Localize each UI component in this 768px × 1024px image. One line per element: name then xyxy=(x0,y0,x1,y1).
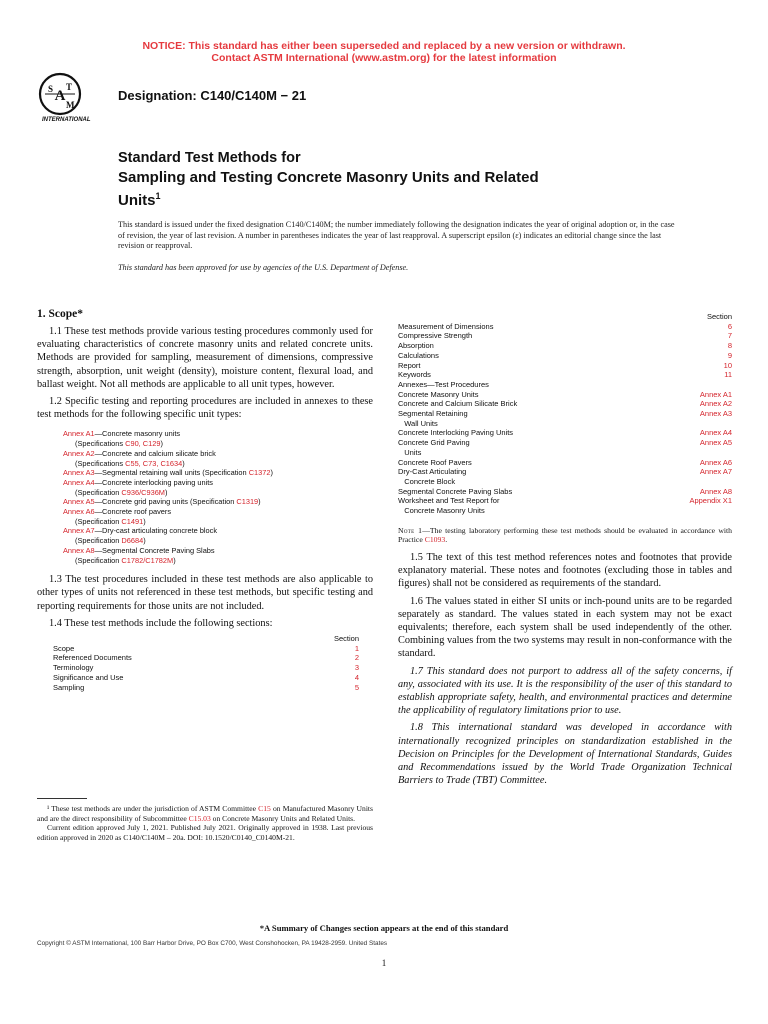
toc-row xyxy=(53,653,359,663)
toc-row xyxy=(398,341,732,351)
logo-text: INTERNATIONAL xyxy=(42,117,91,123)
toc-link[interactable]: Annex A2 xyxy=(699,399,732,409)
list-item xyxy=(63,468,373,478)
toc-link[interactable]: 5 xyxy=(354,682,359,692)
toc-row xyxy=(398,448,732,458)
annex-spec-end: ) xyxy=(164,487,168,497)
title-line-2: Sampling and Testing Concrete Masonry Units and Related xyxy=(118,169,539,186)
annex-link[interactable]: Annex A1 xyxy=(63,429,95,439)
para-1-5: 1.5 The text of this test method references notes and footnotes that provide explanatory material. These notes and footnotes (excluding those in tables and figures) shall not be considered as requirements of the standard. xyxy=(398,551,732,590)
annex-spec-end: ) xyxy=(160,439,163,449)
toc-link[interactable]: 6 xyxy=(727,321,732,331)
annex-text: —Concrete roof pavers xyxy=(94,507,172,517)
toc-row xyxy=(398,477,732,487)
para-1-6: 1.6 The values stated in either SI units or inch-pound units are to be regarded separately as standard. The values stated in each system may not be exact equivalents; therefore, each system shall be used independently of the other. Combining values from the two systems may result in non-conformance with the standard. xyxy=(398,595,732,660)
annex-spec-end: ) xyxy=(258,497,261,507)
toc-row xyxy=(398,361,732,371)
toc-label: Compressive Strength xyxy=(398,331,473,341)
annex-spec: (Specification xyxy=(75,536,122,546)
annex-link[interactable]: Annex A7 xyxy=(63,526,95,536)
toc-link[interactable]: 4 xyxy=(354,672,359,682)
note-1 xyxy=(398,526,732,545)
annex-spec: (Specification xyxy=(75,487,122,497)
toc-link[interactable]: 3 xyxy=(354,663,359,673)
annex-text: —Dry-cast articulating concrete block xyxy=(94,526,218,536)
toc-label: Dry-Cast Articulating xyxy=(398,467,467,477)
spec-link[interactable]: C55, C73, C1634 xyxy=(125,458,183,468)
dod-statement: This standard has been approved for use by agencies of the U.S. Department of Defense. xyxy=(118,263,409,272)
toc-header xyxy=(53,634,359,644)
toc-link[interactable]: Annex A7 xyxy=(699,467,732,477)
toc-row xyxy=(398,351,732,361)
toc-row xyxy=(398,419,732,429)
toc-link[interactable]: 11 xyxy=(724,370,732,380)
spec-link[interactable]: D6684 xyxy=(121,536,144,546)
toc-label: Segmental Concrete Paving Slabs xyxy=(398,486,513,496)
toc-left xyxy=(37,634,373,692)
toc-link[interactable]: Annex A4 xyxy=(699,428,732,438)
annex-link[interactable]: Annex A6 xyxy=(63,507,95,517)
list-item xyxy=(63,439,373,449)
toc-row xyxy=(53,683,359,693)
toc-label: Concrete Roof Pavers xyxy=(398,457,472,467)
para-1-1: 1.1 These test methods provide various testing procedures commonly used for evaluating characteristics of concrete masonry units and related concrete units. Methods are provided for sampling, measurement of dimensions, compressive strength, absorption, unit weight (density), moisture content, flexural load, and ballast weight. Not all methods are applicable to all unit types, however. xyxy=(37,326,373,390)
title-line-1: Standard Test Methods for xyxy=(118,150,301,166)
issue-statement: This standard is issued under the fixed designation C140/C140M; the number immediately following the designation indicates the year of original adoption or, in the case of revision, the year of last revision. A number in parentheses indicates the year of last reapproval. A superscript epsilon (ε) indicates an editorial change since the last revision or reapproval. xyxy=(118,220,675,250)
toc-row xyxy=(53,663,359,673)
annex-link[interactable]: Annex A2 xyxy=(63,448,95,458)
toc-label: Concrete and Calcium Silicate Brick xyxy=(398,399,518,409)
toc-link[interactable]: 1 xyxy=(354,643,359,653)
toc-label: Concrete Masonry Units xyxy=(398,389,479,399)
scope-heading: 1. Scope* xyxy=(37,308,83,320)
toc-link[interactable]: Annex A6 xyxy=(699,457,732,467)
para-1-4: 1.4 These test methods include the following sections: xyxy=(49,617,273,629)
toc-row xyxy=(398,409,732,419)
toc-row xyxy=(398,331,732,341)
toc-row xyxy=(398,380,732,390)
annex-spec-end: ) xyxy=(143,516,146,526)
annex-text: —Concrete masonry units xyxy=(94,429,181,439)
annex-spec: (Specification xyxy=(75,555,122,565)
toc-link[interactable]: 10 xyxy=(723,360,732,370)
toc-row xyxy=(398,467,732,477)
toc-row xyxy=(398,428,732,438)
spec-link[interactable]: C1491 xyxy=(121,516,144,526)
spec-link[interactable]: C90, C129 xyxy=(125,439,161,449)
copyright: Copyright © ASTM International, 100 Barr Harbor Drive, PO Box C700, West Conshohocken, PA 19428-2959. United States xyxy=(37,940,388,947)
toc-label: Referenced Documents xyxy=(53,653,132,663)
title-line-3-text: Units xyxy=(118,192,156,209)
list-item xyxy=(63,536,373,546)
note-1-text: —The testing laboratory performing these test methods should be evaluated in accordance with Practice xyxy=(398,525,732,545)
annex-text: —Concrete grid paving units (Specification xyxy=(94,497,237,507)
toc-row xyxy=(53,644,359,654)
toc-link[interactable]: Annex A8 xyxy=(699,486,732,496)
annex-spec: (Specification xyxy=(75,516,122,526)
summary-note: *A Summary of Changes section appears at the end of this standard xyxy=(259,923,509,933)
toc-label: Scope xyxy=(53,643,75,653)
note-1-prefix: Note 1 xyxy=(398,525,423,535)
left-column xyxy=(37,308,373,692)
toc-label: Concrete Grid Paving xyxy=(398,438,470,448)
footnote-1 xyxy=(37,804,373,823)
list-item xyxy=(63,449,373,459)
toc-row xyxy=(398,322,732,332)
toc-label: Sampling xyxy=(53,682,85,692)
annex-spec-end: ) xyxy=(143,536,146,546)
committee-link[interactable]: C15 xyxy=(258,804,271,813)
annex-text: —Concrete interlocking paving units xyxy=(94,477,213,487)
toc-header-label: Section xyxy=(706,312,732,321)
notice-line-1: NOTICE: This standard has either been superseded and replaced by a new version or withdrawn. xyxy=(142,40,626,52)
list-item xyxy=(63,488,373,498)
svg-text:S: S xyxy=(48,84,54,94)
toc-link[interactable]: Annex A5 xyxy=(699,438,732,448)
toc-label: Segmental Retaining xyxy=(398,409,468,419)
annex-text: —Segmental retaining wall units (Specification xyxy=(94,468,249,478)
toc-link[interactable]: 9 xyxy=(727,350,732,360)
footnote-1-text-c: on Concrete Masonry Units and Related Units. xyxy=(210,813,356,823)
toc-row xyxy=(53,673,359,683)
notice-line-2: Contact ASTM International (www.astm.org) for the latest information xyxy=(211,52,557,64)
toc-label: Calculations xyxy=(398,350,439,360)
toc-row xyxy=(398,506,732,516)
toc-label: Absorption xyxy=(398,341,434,351)
list-item xyxy=(63,497,373,507)
spec-link[interactable]: C1372 xyxy=(248,468,271,478)
list-item xyxy=(63,429,373,439)
annex-list xyxy=(37,429,373,565)
toc-label: Worksheet and Test Report for xyxy=(398,496,500,506)
footnote-1-text-b: on Manufactured Masonry Units and are the direct responsibility of Subcommittee xyxy=(37,804,374,823)
list-item xyxy=(63,459,373,469)
designation: Designation: C140/C140M − 21 xyxy=(118,88,307,103)
spec-link[interactable]: C936/C936M xyxy=(121,487,165,497)
svg-text:T: T xyxy=(66,82,73,92)
spec-link[interactable]: C1319 xyxy=(236,497,259,507)
annex-spec-end: ) xyxy=(173,555,176,565)
list-item xyxy=(63,517,373,527)
annex-link[interactable]: Annex A5 xyxy=(63,497,95,507)
toc-link[interactable]: Annex A1 xyxy=(699,389,732,399)
toc-row xyxy=(398,458,732,468)
note-1-end: . xyxy=(445,535,448,545)
toc-label: Terminology xyxy=(53,663,94,673)
toc-header-label: Section xyxy=(333,634,359,644)
footnote-separator xyxy=(37,798,87,799)
page-number: 1 xyxy=(381,958,387,968)
toc-label: Wall Units xyxy=(398,418,438,428)
practice-link[interactable]: C1093 xyxy=(424,535,446,545)
list-item xyxy=(63,478,373,488)
toc-label: Keywords xyxy=(398,370,431,380)
footnote-1-text-a: ¹ These test methods are under the jurisdiction of ASTM Committee xyxy=(47,804,259,813)
annex-link[interactable]: Annex A3 xyxy=(63,468,95,478)
toc-row xyxy=(398,370,732,380)
para-1-3: 1.3 The test procedures included in these test methods are also applicable to other types of units not referenced in these test methods, but specific testing and reporting requirements for those units are not included. xyxy=(37,574,373,612)
toc-label: Significance and Use xyxy=(53,672,124,682)
list-item xyxy=(63,546,373,556)
toc-row xyxy=(398,399,732,409)
astm-logo xyxy=(38,68,108,130)
annex-spec-end: ) xyxy=(270,468,273,478)
toc-label: Concrete Masonry Units xyxy=(398,506,485,516)
title-footnote-mark: 1 xyxy=(155,191,161,201)
footnotes xyxy=(37,804,373,842)
toc-label: Concrete Block xyxy=(398,476,456,486)
para-1-8: 1.8 This international standard was developed in accordance with internationally recognized principles on standardization established in the Decision on Principles for the Development of International Standards, Guides and Recommendations issued by the World Trade Organization Technical Barriers to Trade (TBT) Committee. xyxy=(398,722,732,787)
toc-label: Units xyxy=(398,447,422,457)
list-item xyxy=(63,507,373,517)
toc-right xyxy=(398,312,732,787)
annex-text: —Segmental Concrete Paving Slabs xyxy=(94,545,215,555)
annex-spec-end: ) xyxy=(182,458,185,468)
spec-link[interactable]: C1782/C1782M xyxy=(121,555,174,565)
toc-label: Concrete Interlocking Paving Units xyxy=(398,428,514,438)
annex-link[interactable]: Annex A4 xyxy=(63,477,95,487)
para-1-2: 1.2 Specific testing and reporting procedures are included in annexes to these test methods for the following specific unit types: xyxy=(37,396,373,421)
subcommittee-link[interactable]: C15.03 xyxy=(188,813,211,823)
toc-link[interactable]: Annex A3 xyxy=(699,409,732,419)
annex-spec: (Specifications xyxy=(75,439,126,449)
para-1-7: 1.7 This standard does not purport to address all of the safety concerns, if any, associated with its use. It is the responsibility of the user of this standard to establish appropriate safety, health, and environmental practices and determine the applicability of regulatory limitations prior to use. xyxy=(398,665,732,717)
toc-row xyxy=(398,390,732,400)
toc-row xyxy=(398,438,732,448)
svg-text:A: A xyxy=(54,88,66,104)
annex-link[interactable]: Annex A8 xyxy=(63,545,95,555)
toc-link[interactable]: Appendix X1 xyxy=(689,496,732,506)
toc-row xyxy=(398,487,732,497)
toc-link[interactable]: 7 xyxy=(727,331,732,341)
toc-label: Annexes—Test Procedures xyxy=(398,379,489,389)
title-line-3 xyxy=(118,187,678,210)
toc-row xyxy=(398,496,732,506)
toc-link[interactable]: 2 xyxy=(354,653,359,663)
toc-link[interactable]: 8 xyxy=(727,341,732,351)
footnote-2: Current edition approved July 1, 2021. Published July 2021. Originally approved in 1938. Last previous edition approved in 2020 as C140/C140M – 20a. DOI: 10.1520/C0140_C0140M-21. xyxy=(37,823,373,842)
toc-header xyxy=(398,312,732,322)
svg-text:M: M xyxy=(66,100,75,110)
list-item xyxy=(63,556,373,566)
toc-label: Report xyxy=(398,360,421,370)
list-item xyxy=(63,526,373,536)
toc-label: Measurement of Dimensions xyxy=(398,321,494,331)
annex-spec: (Specifications xyxy=(75,458,126,468)
annex-text: —Concrete and calcium silicate brick xyxy=(94,448,216,458)
title-main xyxy=(118,168,678,210)
